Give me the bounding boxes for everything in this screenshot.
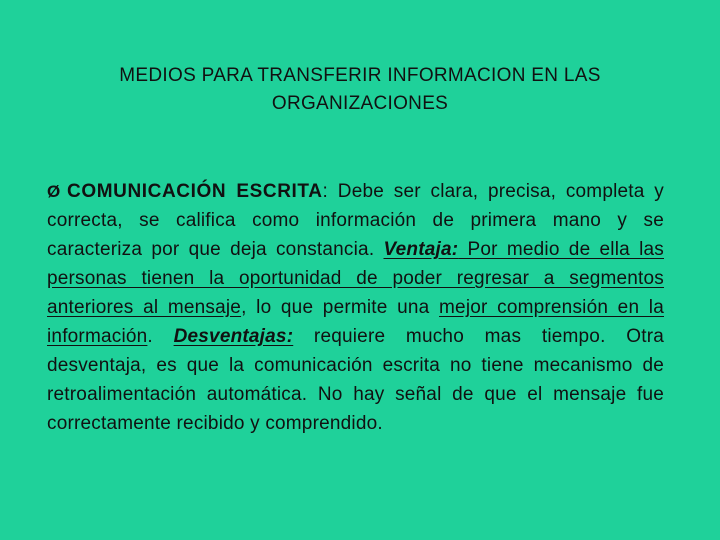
title-line-2: ORGANIZACIONES [271, 93, 449, 114]
ventaja-text-underlined: Por medio de ella las personas tienen la oportunidad de poder regresar a segmentos anteriores al mensaje [47, 239, 664, 318]
title-line-1: MEDIOS PARA TRANSFERIR INFORMACION EN LAS [119, 65, 601, 86]
bullet-term: COMUNICACIÓN ESCRITA [67, 181, 323, 202]
bullet-paragraph [47, 177, 664, 438]
slide-title [40, 62, 680, 118]
term-colon: : [322, 181, 329, 202]
ventaja-label: Ventaja: [383, 239, 459, 260]
arrow-bullet-icon: Ø [47, 182, 61, 201]
desventajas-label: Desventajas: [173, 326, 294, 347]
ventaja-text-plain: , lo que permite una [241, 297, 440, 318]
ventaja-text-underlined-2: mejor comprensión en la información [47, 297, 664, 347]
desventajas-text: requiere mucho mas tiempo. Otra desventaja, es que la comunicación escrita no tiene mecanismo de retroalimentación automática. No hay señal de que el mensaje fue correctamente recibido y comprendido. [47, 326, 664, 434]
period: . [147, 326, 174, 347]
intro-text: Debe ser clara, precisa, completa y correcta, se califica como información de primera mano y se caracteriza por que deja constancia. [47, 181, 664, 260]
